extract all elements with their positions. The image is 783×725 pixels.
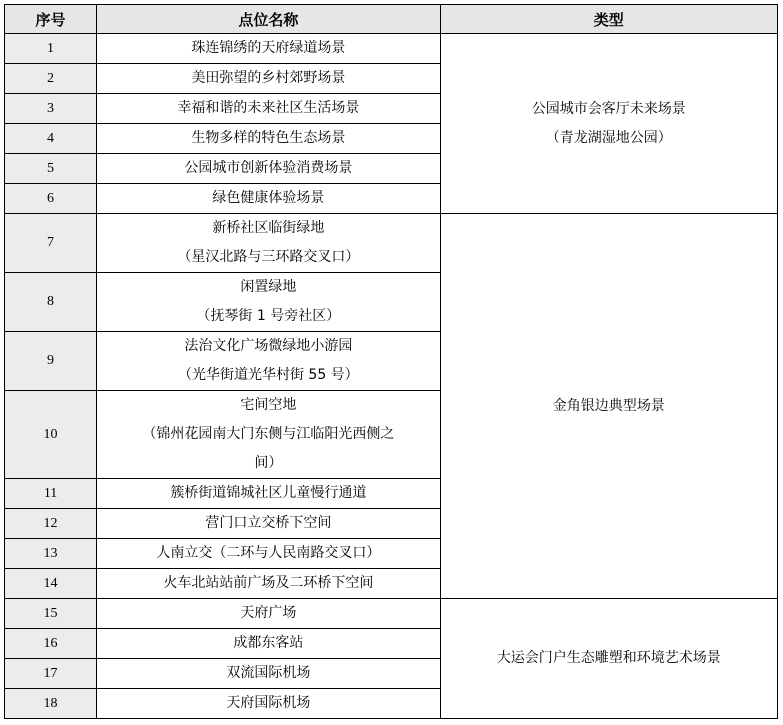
location-name-line: 双流国际机场 — [226, 665, 311, 681]
location-name-cell — [97, 184, 440, 214]
row-number: 1 — [5, 34, 97, 64]
location-name-line: 簇桥街道锦城社区儿童慢行通道 — [170, 485, 367, 501]
row-number: 6 — [5, 184, 97, 214]
location-name-line: 新桥社区临街绿地 — [212, 220, 325, 236]
header-type: 类型 — [440, 5, 777, 34]
location-name-line: 间） — [254, 455, 283, 471]
type-cell — [440, 34, 777, 214]
location-name-line: 绿色健康体验场景 — [212, 190, 325, 206]
location-name-line: 幸福和谐的未来社区生活场景 — [177, 100, 360, 116]
location-name-cell — [97, 629, 440, 659]
location-name-cell — [97, 124, 440, 154]
row-number: 16 — [5, 629, 97, 659]
row-number: 2 — [5, 64, 97, 94]
location-name-line: （锦州花园南大门东侧与江临阳光西侧之 — [142, 426, 395, 442]
row-number: 4 — [5, 124, 97, 154]
location-name-line: 美田弥望的乡村郊野场景 — [191, 70, 346, 86]
row-number: 5 — [5, 154, 97, 184]
row-number: 7 — [5, 214, 97, 273]
header-number: 序号 — [5, 5, 97, 34]
location-name-line: 宅间空地 — [240, 397, 297, 413]
location-name-cell — [97, 214, 440, 273]
row-number: 14 — [5, 569, 97, 599]
location-name-line: 闲置绿地 — [240, 279, 297, 295]
type-cell — [440, 599, 777, 719]
type-line: 大运会门户生态雕塑和环境艺术场景 — [496, 650, 721, 666]
row-number: 17 — [5, 659, 97, 689]
row-number: 12 — [5, 509, 97, 539]
table-row — [5, 34, 778, 64]
header-location-name: 点位名称 — [97, 5, 440, 34]
row-number: 9 — [5, 332, 97, 391]
table-row — [5, 599, 778, 629]
header-row — [5, 5, 778, 34]
location-name-cell — [97, 689, 440, 719]
location-name-line: 成都东客站 — [233, 635, 304, 651]
location-name-cell — [97, 569, 440, 599]
location-name-line: （光华街道光华村街 55 号） — [177, 367, 359, 383]
location-name-cell — [97, 509, 440, 539]
location-name-line: 天府广场 — [240, 605, 297, 621]
location-name-line: 营门口立交桥下空间 — [205, 515, 332, 531]
type-cell — [440, 214, 777, 599]
type-line: （青龙湖湿地公园） — [545, 129, 672, 146]
location-name-line: （抚琴街 1 号旁社区） — [196, 308, 341, 324]
location-name-line: 珠连锦绣的天府绿道场景 — [191, 40, 346, 56]
location-name-cell — [97, 391, 440, 479]
location-name-cell — [97, 154, 440, 184]
row-number: 18 — [5, 689, 97, 719]
row-number: 10 — [5, 391, 97, 479]
table-row — [5, 214, 778, 273]
location-name-line: 公园城市创新体验消费场景 — [184, 160, 353, 176]
location-name-cell — [97, 539, 440, 569]
location-name-cell — [97, 94, 440, 124]
location-name-line: （星汉北路与三环路交叉口） — [177, 249, 360, 265]
location-name-line: 火车北站站前广场及二环桥下空间 — [163, 575, 374, 591]
location-name-cell — [97, 332, 440, 391]
location-name-line: 法治文化广场微绿地小游园 — [184, 338, 353, 354]
location-name-cell — [97, 479, 440, 509]
location-name-line: 天府国际机场 — [226, 695, 311, 711]
row-number: 3 — [5, 94, 97, 124]
location-name-cell — [97, 64, 440, 94]
row-number: 13 — [5, 539, 97, 569]
scenes-table — [4, 4, 778, 719]
type-line: 金角银边典型场景 — [552, 397, 665, 414]
location-name-cell — [97, 34, 440, 64]
location-name-line: 生物多样的特色生态场景 — [191, 130, 346, 146]
location-name-cell — [97, 599, 440, 629]
row-number: 8 — [5, 273, 97, 332]
row-number: 11 — [5, 479, 97, 509]
location-name-cell — [97, 273, 440, 332]
row-number: 15 — [5, 599, 97, 629]
type-line: 公园城市会客厅未来场景 — [531, 100, 686, 117]
location-name-cell — [97, 659, 440, 689]
location-name-line: 人南立交（二环与人民南路交叉口） — [156, 545, 381, 561]
